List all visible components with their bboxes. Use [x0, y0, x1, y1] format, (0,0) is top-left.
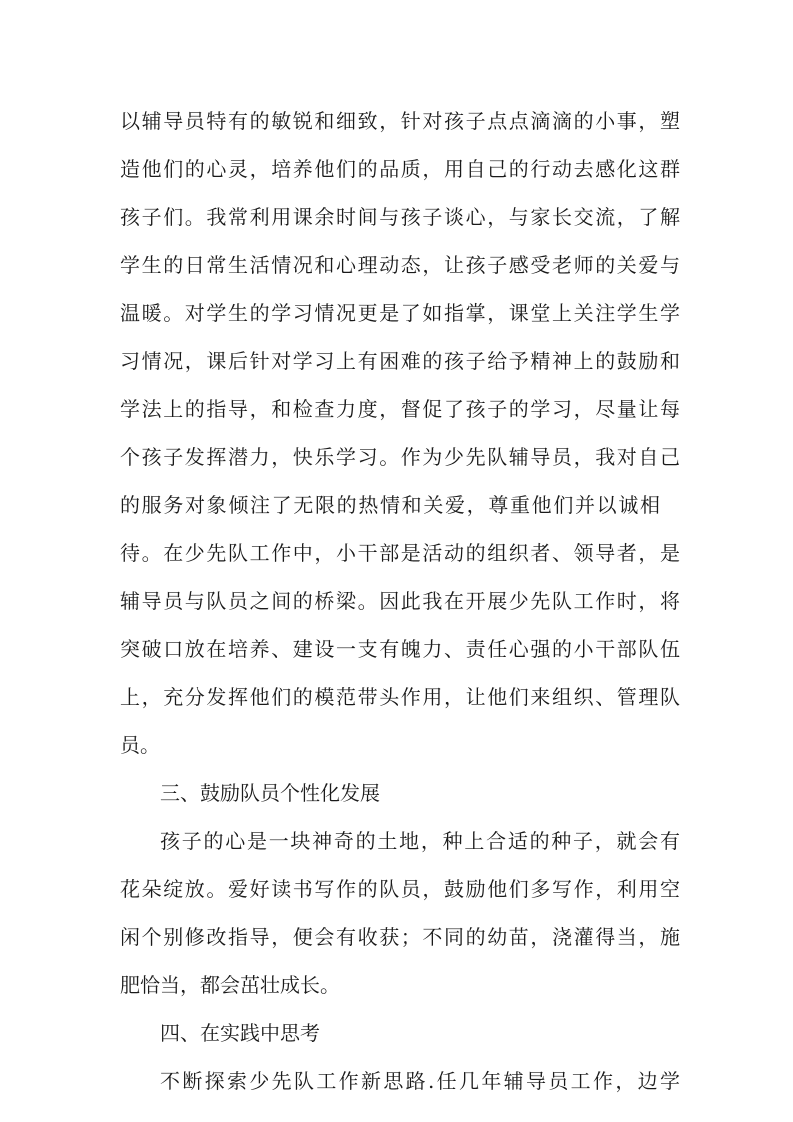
body-text-line: 的服务对象倾注了无限的热情和关爱，尊重他们并以诚相	[120, 493, 660, 517]
body-text-line: 花朵绽放。爱好读书写作的队员，鼓励他们多写作，利用空	[120, 877, 680, 901]
body-text-line: 个孩子发挥潜力，快乐学习。作为少先队辅导员，我对自己	[120, 445, 680, 469]
section-heading-4: 四、在实践中思考	[160, 1021, 320, 1045]
body-text-line: 造他们的心灵，培养他们的品质，用自己的行动去感化这群	[120, 157, 680, 181]
body-text-line: 习情况，课后针对学习上有困难的孩子给予精神上的鼓励和	[120, 349, 680, 373]
body-text-line: 闲个别修改指导，便会有收获；不同的幼苗，浇灌得当，施	[120, 925, 680, 949]
body-text-line: 孩子们。我常利用课余时间与孩子谈心，与家长交流，了解	[120, 205, 680, 229]
body-text-line: 以辅导员特有的敏锐和细致，针对孩子点点滴滴的小事，塑	[120, 109, 680, 133]
body-text-line: 突破口放在培养、建设一支有魄力、责任心强的小干部队伍	[120, 637, 680, 661]
body-text-line: 辅导员与队员之间的桥梁。因此我在开展少先队工作时，将	[120, 589, 680, 613]
body-text-line: 学生的日常生活情况和心理动态，让孩子感受老师的关爱与	[120, 253, 680, 277]
paragraph-first-line: 不断探索少先队工作新思路.任几年辅导员工作，边学	[160, 1069, 680, 1093]
body-text-line: 上，充分发挥他们的模范带头作用，让他们来组织、管理队	[120, 685, 680, 709]
body-text-line: 学法上的指导，和检查力度，督促了孩子的学习，尽量让每	[120, 397, 680, 421]
body-text-line: 肥恰当，都会茁壮成长。	[120, 973, 340, 997]
body-text-line: 温暖。对学生的学习情况更是了如指掌，课堂上关注学生学	[120, 301, 680, 325]
section-heading-3: 三、鼓励队员个性化发展	[160, 781, 380, 805]
body-text-line: 员。	[120, 733, 160, 757]
body-text-line: 待。在少先队工作中，小干部是活动的组织者、领导者，是	[120, 541, 680, 565]
paragraph-first-line: 孩子的心是一块神奇的土地，种上合适的种子，就会有	[160, 829, 680, 853]
